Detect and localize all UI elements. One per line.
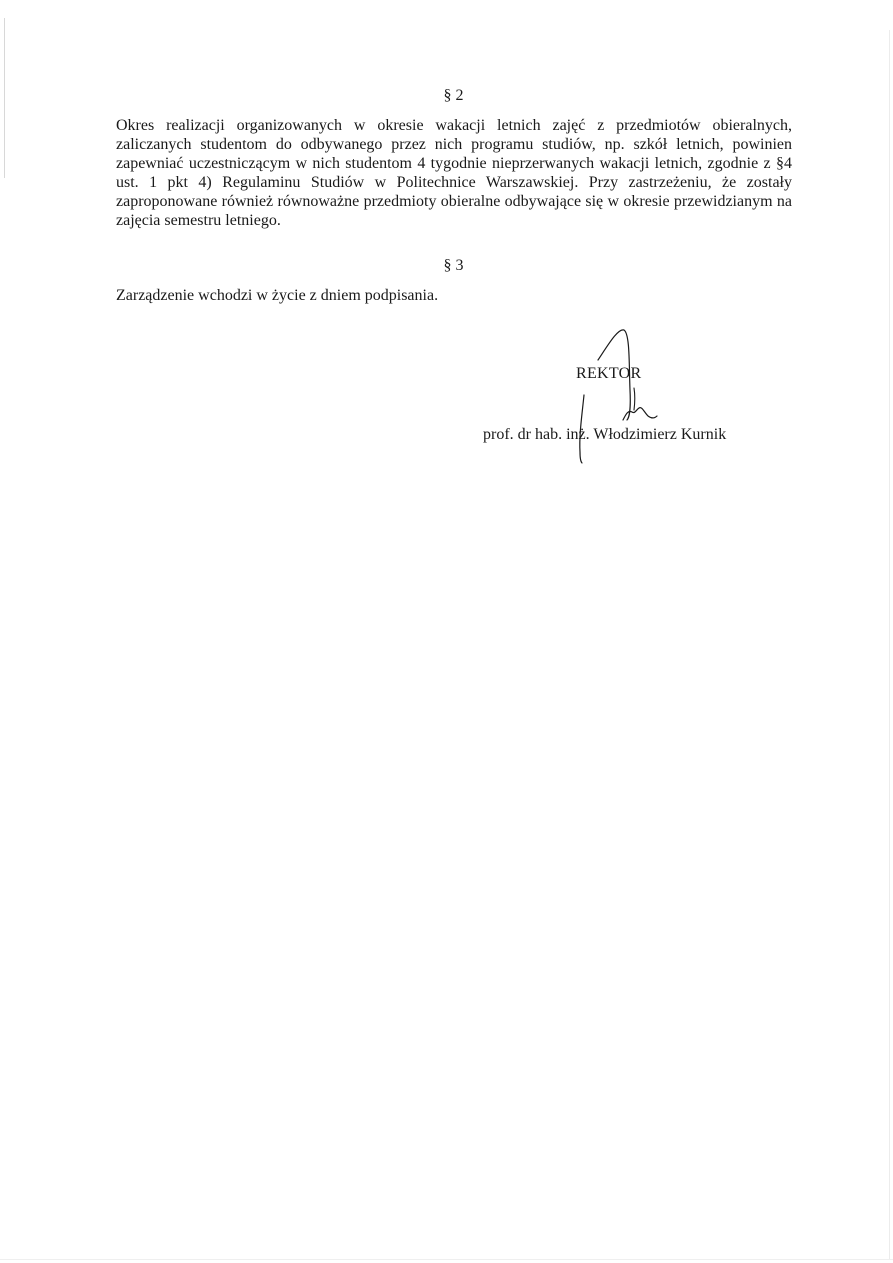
signatory-name: prof. dr hab. inż. Włodzimierz Kurnik (483, 426, 727, 443)
section-3-paragraph: Zarządzenie wchodzi w życie z dniem podpisania. (116, 287, 439, 304)
scan-edge-bottom (0, 1259, 893, 1260)
signatory-title: REKTOR (576, 365, 642, 382)
section-2-heading: § 2 (443, 87, 464, 104)
handwritten-signature (560, 320, 670, 465)
section-2-paragraph: Okres realizacji organizowanych w okresie wakacji letnich zajęć z przedmiotów obieralnych, zaliczanych studentom do odbywanego przez nich programu studiów, np. szkół letnich, powinien zapewniać uczestniczącym w nich studentom 4 tygodnie nieprzerwanych wakacji letnich, zgodnie z §4 ust. 1 pkt 4) Regulaminu Studiów w Politechnice Warszawskiej. Przy zastrzeżeniu, że zostały zaproponowane również równoważne przedmioty obieralne odbywające się w okresie przewidzianym na zajęcia semestru letniego. (116, 117, 792, 229)
scan-edge-right (889, 30, 890, 1260)
section-3-heading: § 3 (443, 257, 464, 274)
